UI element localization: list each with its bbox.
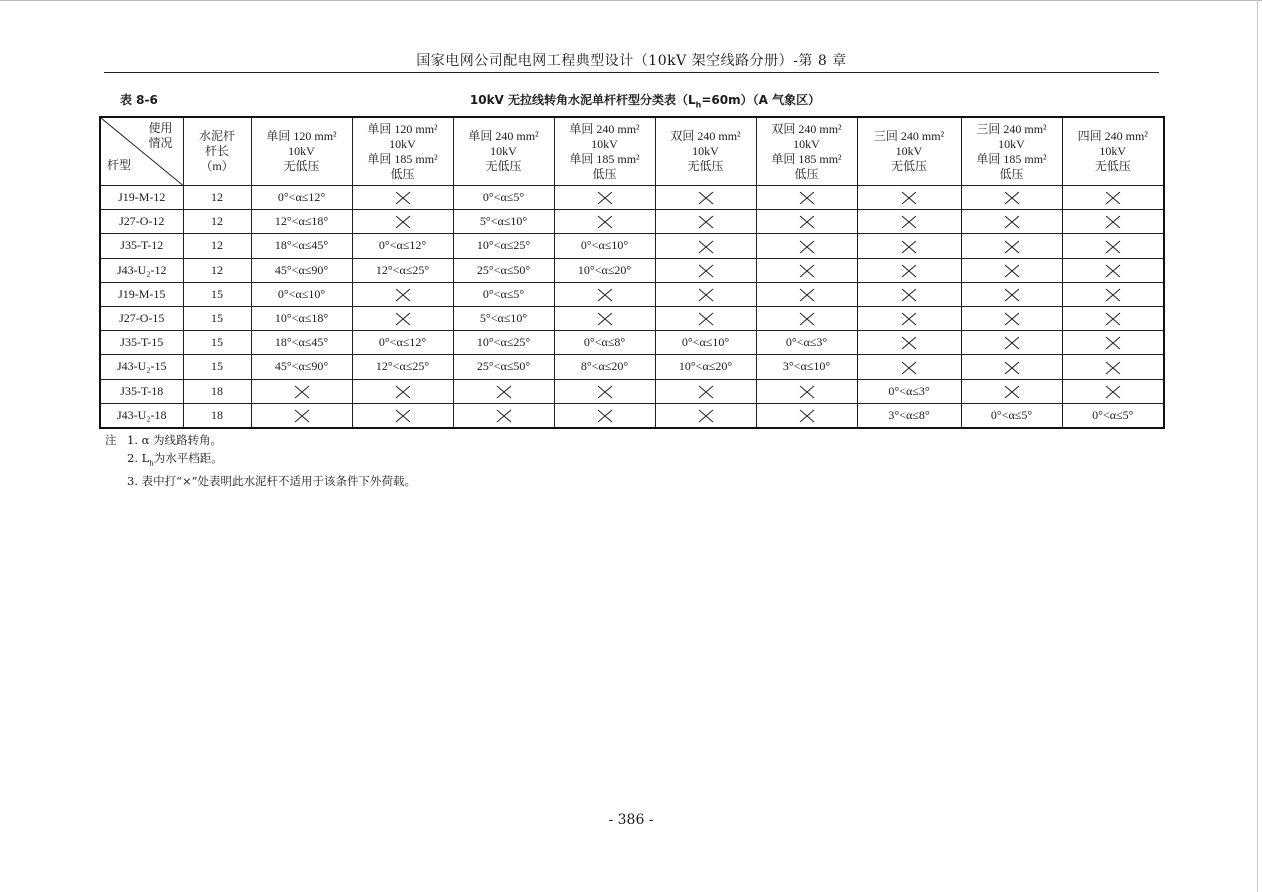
table-row [100, 331, 1164, 355]
not-applicable-cross-icon [901, 264, 917, 278]
not-applicable-cross-icon [294, 409, 310, 423]
not-applicable-cell [857, 355, 961, 379]
angle-range-cell: 0°<α≤3° [857, 379, 961, 403]
angle-range-cell: 10°<α≤20° [554, 258, 655, 282]
column-header-4-line2: 10kV [591, 136, 618, 151]
table-row [100, 234, 1164, 258]
column-header-8-line3: 单回 185 mm² [976, 151, 1047, 166]
not-applicable-cross-icon [1105, 385, 1121, 399]
angle-range-cell: 10°<α≤18° [251, 306, 352, 330]
pole-length-cell: 12 [183, 210, 251, 234]
not-applicable-cell [756, 282, 857, 306]
angle-range-cell: 0°<α≤12° [352, 234, 453, 258]
angle-range-cell: 10°<α≤20° [655, 355, 756, 379]
table-row [100, 258, 1164, 282]
angle-range-cell: 10°<α≤25° [453, 234, 554, 258]
column-header-5 [655, 117, 756, 186]
column-header-6-line1: 双回 240 mm² [771, 121, 842, 136]
not-applicable-cross-icon [294, 385, 310, 399]
not-applicable-cross-icon [1004, 240, 1020, 254]
angle-range-cell: 45°<α≤90° [251, 258, 352, 282]
column-header-9-line1: 四回 240 mm² [1077, 129, 1148, 143]
pole-length-cell: 15 [183, 306, 251, 330]
not-applicable-cell [655, 234, 756, 258]
angle-range-cell: 0°<α≤5° [961, 403, 1062, 428]
not-applicable-cross-icon [1105, 191, 1121, 205]
angle-range-cell: 3°<α≤10° [756, 355, 857, 379]
column-header-1-line3: 无低压 [283, 159, 320, 173]
column-header-8-line4: 低压 [999, 166, 1024, 181]
not-applicable-cross-icon [799, 264, 815, 278]
not-applicable-cross-icon [698, 264, 714, 278]
column-header-4 [554, 117, 655, 186]
angle-range-cell: 18°<α≤45° [251, 234, 352, 258]
not-applicable-cross-icon [799, 409, 815, 423]
pole-length-cell: 12 [183, 186, 251, 210]
page-number: - 386 - [608, 812, 654, 828]
not-applicable-cell [961, 282, 1062, 306]
note-3-text: 表中打“×”处表明此水泥杆不适用于该条件下外荷载。 [141, 474, 417, 489]
column-header-3-line3: 无低压 [485, 159, 522, 173]
not-applicable-cross-icon [1105, 264, 1121, 278]
not-applicable-cell [756, 306, 857, 330]
angle-range-cell: 25°<α≤50° [453, 258, 554, 282]
pole-length-cell: 18 [183, 379, 251, 403]
not-applicable-cell [554, 379, 655, 403]
pole-length-cell: 15 [183, 282, 251, 306]
column-header-2-line1: 单回 120 mm² [367, 121, 438, 136]
table-id: 表 8-6 [120, 93, 158, 107]
note-1-text: α 为线路转角。 [141, 433, 223, 447]
not-applicable-cross-icon [799, 288, 815, 302]
angle-range-cell: 0°<α≤12° [352, 331, 453, 355]
not-applicable-cross-icon [1105, 240, 1121, 254]
not-applicable-cross-icon [496, 409, 512, 423]
angle-range-cell: 5°<α≤10° [453, 210, 554, 234]
column-header-5-line1: 双回 240 mm² [670, 129, 741, 143]
table-row [100, 282, 1164, 306]
table-row [100, 186, 1164, 210]
not-applicable-cell [453, 379, 554, 403]
angle-range-cell: 0°<α≤10° [655, 331, 756, 355]
pole-type-cell: J35-T-15 [100, 331, 183, 355]
not-applicable-cross-icon [698, 215, 714, 229]
not-applicable-cross-icon [395, 288, 411, 302]
not-applicable-cell [961, 210, 1062, 234]
length-header-line2: 杆长 [204, 144, 229, 158]
not-applicable-cell [857, 258, 961, 282]
not-applicable-cell [352, 186, 453, 210]
not-applicable-cell [756, 234, 857, 258]
angle-range-cell: 0°<α≤3° [756, 331, 857, 355]
page-top-edge [0, 0, 1262, 1]
not-applicable-cross-icon [1004, 361, 1020, 375]
pole-length-cell: 18 [183, 403, 251, 428]
not-applicable-cross-icon [901, 240, 917, 254]
column-header-1-line2: 10kV [288, 144, 315, 158]
not-applicable-cross-icon [496, 385, 512, 399]
table-row [100, 403, 1164, 428]
note-1-number: 1. [127, 433, 138, 447]
angle-range-cell: 25°<α≤50° [453, 355, 554, 379]
note-2 [105, 449, 416, 472]
angle-range-cell: 0°<α≤5° [1062, 403, 1164, 428]
not-applicable-cell [1062, 282, 1164, 306]
not-applicable-cell [857, 186, 961, 210]
not-applicable-cross-icon [799, 385, 815, 399]
column-header-4-line3: 单回 185 mm² [569, 151, 640, 166]
not-applicable-cell [554, 282, 655, 306]
not-applicable-cell [655, 258, 756, 282]
pole-length-cell: 15 [183, 355, 251, 379]
pole-type-cell: J43-U₂-12 [100, 258, 183, 282]
not-applicable-cross-icon [395, 312, 411, 326]
not-applicable-cell [554, 186, 655, 210]
not-applicable-cross-icon [1004, 312, 1020, 326]
table-title-suffix: =60m）（A 气象区） [701, 93, 821, 107]
note-2-prefix: L [141, 451, 150, 465]
page-right-edge [1257, 0, 1258, 892]
not-applicable-cross-icon [597, 215, 613, 229]
angle-range-cell: 0°<α≤8° [554, 331, 655, 355]
column-header-1-line1: 单回 120 mm² [266, 129, 337, 143]
not-applicable-cell [756, 379, 857, 403]
pole-type-cell: J43-U₂-15 [100, 355, 183, 379]
not-applicable-cell [756, 403, 857, 428]
classification-table [99, 116, 1165, 429]
not-applicable-cross-icon [395, 409, 411, 423]
note-2-number: 2. [127, 451, 138, 465]
column-header-2-line3: 单回 185 mm² [367, 151, 438, 166]
not-applicable-cross-icon [395, 215, 411, 229]
header-rule [104, 72, 1159, 73]
not-applicable-cross-icon [698, 288, 714, 302]
length-header-line3: （m） [200, 159, 234, 173]
pole-type-cell: J19-M-15 [100, 282, 183, 306]
note-2-subscript: h [149, 459, 154, 468]
column-header-4-line4: 低压 [592, 166, 617, 181]
not-applicable-cross-icon [597, 409, 613, 423]
pole-length-cell: 12 [183, 234, 251, 258]
not-applicable-cell [1062, 258, 1164, 282]
angle-range-cell: 8°<α≤20° [554, 355, 655, 379]
column-header-6-line3: 单回 185 mm² [771, 151, 842, 166]
pole-length-cell: 15 [183, 331, 251, 355]
column-header-8-line2: 10kV [998, 136, 1025, 151]
not-applicable-cell [352, 379, 453, 403]
not-applicable-cell [554, 306, 655, 330]
not-applicable-cross-icon [901, 312, 917, 326]
table-title-subscript: h [695, 100, 702, 110]
table-row [100, 379, 1164, 403]
corner-header-cell [100, 117, 183, 186]
not-applicable-cell [857, 210, 961, 234]
column-header-3 [453, 117, 554, 186]
table-body [100, 186, 1164, 429]
not-applicable-cross-icon [597, 191, 613, 205]
corner-pole-type-label: 杆型 [107, 158, 132, 172]
column-header-9 [1062, 117, 1164, 186]
not-applicable-cell [554, 210, 655, 234]
not-applicable-cross-icon [1105, 288, 1121, 302]
table-row [100, 306, 1164, 330]
not-applicable-cross-icon [1004, 215, 1020, 229]
not-applicable-cross-icon [1105, 312, 1121, 326]
column-header-6-line4: 低压 [794, 166, 819, 181]
notes [105, 431, 416, 490]
not-applicable-cross-icon [799, 312, 815, 326]
column-header-5-line2: 10kV [692, 144, 719, 158]
angle-range-cell: 0°<α≤12° [251, 186, 352, 210]
running-header: 国家电网公司配电网工程典型设计（10kV 架空线路分册）-第 8 章 [416, 53, 847, 69]
not-applicable-cell [352, 306, 453, 330]
not-applicable-cell [857, 306, 961, 330]
not-applicable-cross-icon [901, 215, 917, 229]
pole-type-cell: J35-T-18 [100, 379, 183, 403]
angle-range-cell: 5°<α≤10° [453, 306, 554, 330]
not-applicable-cross-icon [799, 240, 815, 254]
corner-usage-line2: 情况 [148, 136, 173, 150]
not-applicable-cell [655, 186, 756, 210]
column-header-8-line1: 三回 240 mm² [976, 121, 1047, 136]
note-1 [105, 431, 416, 449]
not-applicable-cell [756, 258, 857, 282]
not-applicable-cross-icon [901, 288, 917, 302]
angle-range-cell: 18°<α≤45° [251, 331, 352, 355]
not-applicable-cross-icon [901, 336, 917, 350]
column-header-2-line2: 10kV [389, 136, 416, 151]
not-applicable-cross-icon [395, 385, 411, 399]
angle-range-cell: 10°<α≤25° [453, 331, 554, 355]
not-applicable-cross-icon [1004, 385, 1020, 399]
not-applicable-cross-icon [395, 191, 411, 205]
corner-usage-label [148, 121, 172, 151]
not-applicable-cell [857, 331, 961, 355]
column-header-7-line1: 三回 240 mm² [873, 129, 945, 143]
column-header-3-line2: 10kV [490, 144, 517, 158]
pole-length-cell: 12 [183, 258, 251, 282]
not-applicable-cross-icon [1004, 336, 1020, 350]
pole-type-cell: J27-O-15 [100, 306, 183, 330]
not-applicable-cell [1062, 186, 1164, 210]
not-applicable-cell [961, 234, 1062, 258]
not-applicable-cross-icon [1004, 264, 1020, 278]
not-applicable-cross-icon [698, 409, 714, 423]
not-applicable-cell [453, 403, 554, 428]
not-applicable-cell [251, 403, 352, 428]
not-applicable-cross-icon [901, 191, 917, 205]
column-header-4-line1: 单回 240 mm² [569, 121, 640, 136]
column-header-1 [251, 117, 352, 186]
table-title [300, 91, 990, 109]
column-header-8 [961, 117, 1062, 186]
length-header-cell [183, 117, 251, 186]
not-applicable-cross-icon [1105, 361, 1121, 375]
not-applicable-cell [251, 379, 352, 403]
column-header-3-line1: 单回 240 mm² [468, 129, 539, 143]
angle-range-cell: 0°<α≤5° [453, 186, 554, 210]
angle-range-cell: 0°<α≤10° [554, 234, 655, 258]
not-applicable-cross-icon [597, 288, 613, 302]
not-applicable-cell [554, 403, 655, 428]
column-header-5-line3: 无低压 [687, 159, 724, 173]
notes-label: 注 [105, 433, 117, 447]
not-applicable-cell [352, 282, 453, 306]
table-title-prefix: 10kV 无拉线转角水泥单杆杆型分类表（L [469, 93, 696, 107]
length-header-line1: 水泥杆 [198, 129, 235, 143]
not-applicable-cross-icon [698, 312, 714, 326]
pole-type-cell: J27-O-12 [100, 210, 183, 234]
angle-range-cell: 12°<α≤25° [352, 355, 453, 379]
note-3 [105, 472, 416, 490]
angle-range-cell: 0°<α≤5° [453, 282, 554, 306]
not-applicable-cell [1062, 306, 1164, 330]
column-header-6 [756, 117, 857, 186]
table-row [100, 210, 1164, 234]
column-header-2 [352, 117, 453, 186]
not-applicable-cell [352, 403, 453, 428]
not-applicable-cross-icon [1105, 215, 1121, 229]
not-applicable-cell [961, 258, 1062, 282]
angle-range-cell: 0°<α≤10° [251, 282, 352, 306]
not-applicable-cross-icon [597, 385, 613, 399]
column-header-6-line2: 10kV [793, 136, 820, 151]
not-applicable-cell [756, 210, 857, 234]
column-header-2-line4: 低压 [390, 166, 415, 181]
not-applicable-cell [655, 379, 756, 403]
pole-type-cell: J35-T-12 [100, 234, 183, 258]
not-applicable-cell [1062, 234, 1164, 258]
not-applicable-cross-icon [698, 385, 714, 399]
not-applicable-cross-icon [799, 215, 815, 229]
not-applicable-cell [857, 282, 961, 306]
angle-range-cell: 3°<α≤8° [857, 403, 961, 428]
not-applicable-cross-icon [901, 361, 917, 375]
column-header-9-line2: 10kV [1099, 144, 1127, 158]
note-3-number: 3. [127, 474, 138, 489]
corner-usage-line1: 使用 [148, 121, 173, 135]
angle-range-cell: 12°<α≤18° [251, 210, 352, 234]
not-applicable-cell [756, 186, 857, 210]
not-applicable-cross-icon [799, 191, 815, 205]
not-applicable-cell [655, 403, 756, 428]
table-row [100, 355, 1164, 379]
not-applicable-cell [961, 355, 1062, 379]
not-applicable-cell [655, 282, 756, 306]
not-applicable-cell [961, 379, 1062, 403]
not-applicable-cell [1062, 355, 1164, 379]
not-applicable-cell [961, 186, 1062, 210]
not-applicable-cell [352, 210, 453, 234]
not-applicable-cross-icon [1004, 191, 1020, 205]
not-applicable-cell [961, 331, 1062, 355]
pole-type-cell: J43-U₂-18 [100, 403, 183, 428]
column-header-7 [857, 117, 961, 186]
not-applicable-cell [857, 234, 961, 258]
column-header-7-line2: 10kV [895, 144, 923, 158]
angle-range-cell: 45°<α≤90° [251, 355, 352, 379]
pole-type-cell: J19-M-12 [100, 186, 183, 210]
not-applicable-cell [1062, 210, 1164, 234]
header-row [100, 117, 1164, 186]
not-applicable-cell [1062, 331, 1164, 355]
column-header-9-line3: 无低压 [1094, 159, 1131, 173]
note-2-text: 为水平档距。 [153, 451, 223, 465]
not-applicable-cross-icon [1105, 336, 1121, 350]
not-applicable-cross-icon [698, 240, 714, 254]
not-applicable-cell [961, 306, 1062, 330]
not-applicable-cross-icon [1004, 288, 1020, 302]
not-applicable-cross-icon [597, 312, 613, 326]
not-applicable-cell [655, 210, 756, 234]
column-header-7-line3: 无低压 [890, 159, 927, 173]
not-applicable-cell [1062, 379, 1164, 403]
angle-range-cell: 12°<α≤25° [352, 258, 453, 282]
not-applicable-cross-icon [698, 191, 714, 205]
not-applicable-cell [655, 306, 756, 330]
